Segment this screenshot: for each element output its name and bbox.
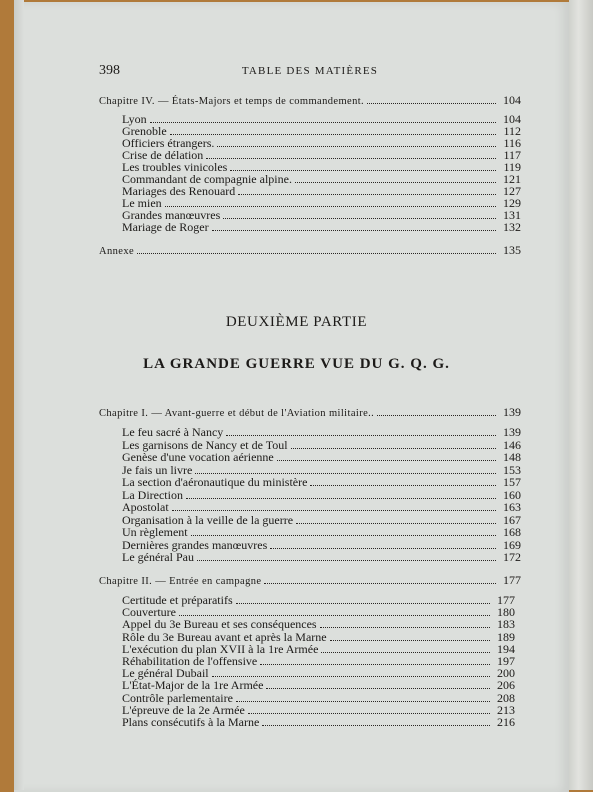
toc-entry-page: 131 bbox=[503, 208, 521, 222]
toc-entry-title: L'État-Major de la 1re Armée bbox=[122, 678, 264, 693]
toc-entry-title: Les garnisons de Nancy et de Toul bbox=[122, 437, 288, 452]
toc-entry-title: Plans consécutifs à la Marne bbox=[122, 715, 260, 729]
toc-entry-title: La section d'aéronautique du ministère bbox=[122, 475, 308, 489]
toc-entry-page: 213 bbox=[497, 702, 515, 717]
toc-entry-title: Genèse d'une vocation aérienne bbox=[122, 450, 274, 464]
toc-entry-page: 116 bbox=[503, 136, 521, 150]
toc-entry-title: Couverture bbox=[122, 605, 176, 620]
toc-entry-title: Le général Dubail bbox=[122, 666, 209, 681]
toc-entry-page: 153 bbox=[503, 462, 521, 477]
toc-entry bbox=[122, 550, 521, 565]
toc-entry-page: 132 bbox=[503, 220, 521, 234]
toc-chapter: Chapitre II. — Entrée en campagne 177 bbox=[99, 573, 521, 587]
toc-entry-title: Officiers étrangers. bbox=[122, 136, 215, 150]
toc-entry-page: 112 bbox=[503, 124, 521, 138]
toc-entry-page: 129 bbox=[503, 196, 521, 210]
toc-entry-title: Certitude et préparatifs bbox=[122, 593, 233, 607]
toc-chapter: Chapitre I. — Avant-guerre et début de l'Aviation militaire.. 139 bbox=[99, 405, 521, 419]
toc-entry-page: 177 bbox=[497, 593, 515, 607]
toc-entry-title: Je fais un livre bbox=[122, 462, 193, 477]
toc-entry-page: 200 bbox=[497, 666, 515, 681]
toc-entry-title: Appel du 3e Bureau et ses conséquences bbox=[122, 617, 317, 632]
toc-entry-page: 208 bbox=[497, 690, 515, 705]
toc-entry-page: 172 bbox=[503, 550, 521, 564]
page-header bbox=[0, 63, 593, 83]
toc-entry-page: 139 bbox=[503, 425, 521, 439]
part-title: LA GRANDE GUERRE VUE DU G. Q. G. bbox=[143, 356, 450, 372]
running-title: TABLE DES MATIÈRES bbox=[241, 65, 379, 77]
toc-entry-page: 160 bbox=[503, 487, 521, 502]
toc-entry-title: Contrôle parlementaire bbox=[122, 690, 233, 705]
toc-entry-page: 194 bbox=[497, 641, 515, 656]
page-gutter bbox=[14, 0, 24, 790]
toc-entry-title: Les troubles vinicoles bbox=[122, 160, 228, 174]
toc-entry-page: 206 bbox=[497, 678, 515, 693]
toc-entry-title: Le mien bbox=[122, 196, 162, 210]
toc-entry-page: 121 bbox=[503, 172, 521, 186]
toc-entry-page: 169 bbox=[503, 537, 521, 552]
toc-entry-page: 180 bbox=[497, 605, 515, 620]
toc-annexe: Annexe 135 bbox=[99, 243, 521, 257]
toc-entry-page: 104 bbox=[503, 112, 521, 126]
toc-entry-page: 216 bbox=[497, 715, 515, 729]
toc-entry-title: Le feu sacré à Nancy bbox=[122, 425, 224, 439]
toc-entry-title: Grenoble bbox=[122, 124, 167, 138]
toc-entry-title: Réhabilitation de l'offensive bbox=[122, 654, 258, 668]
toc-entry-title: L'épreuve de la 2e Armée bbox=[122, 702, 245, 717]
toc-entry-page: 189 bbox=[497, 629, 515, 644]
page-number: 398 bbox=[99, 63, 120, 78]
toc-entry-title: Organisation à la veille de la guerre bbox=[122, 512, 294, 527]
toc-entry-title: Le général Pau bbox=[122, 550, 194, 564]
toc-entry-page: 167 bbox=[503, 512, 521, 527]
toc-entry-page: 168 bbox=[503, 525, 521, 539]
toc-entry-title: L'exécution du plan XVII à la 1re Armée bbox=[122, 641, 319, 656]
toc-chapter: Chapitre IV. — États-Majors et temps de commandement. 104 bbox=[99, 93, 521, 107]
toc-entry-title: Mariage de Roger bbox=[122, 220, 209, 234]
toc-entry-title: Apostolat bbox=[122, 500, 169, 514]
toc-entry-title: La Direction bbox=[122, 487, 183, 502]
toc-entry-page: 119 bbox=[503, 160, 521, 174]
toc-entry-page: 148 bbox=[503, 450, 521, 464]
page-edge bbox=[569, 0, 593, 790]
toc-entry bbox=[122, 220, 521, 235]
toc-entry-title: Mariages des Renouard bbox=[122, 184, 236, 198]
toc-entry-title: Commandant de compagnie alpine. bbox=[122, 172, 292, 186]
toc-entry-page: 197 bbox=[497, 654, 515, 668]
toc-entry-title: Crise de délation bbox=[122, 148, 204, 162]
toc-entry bbox=[122, 715, 515, 730]
toc-entry-title: Grandes manœuvres bbox=[122, 208, 221, 222]
toc-entry-page: 117 bbox=[503, 148, 521, 162]
part-label: DEUXIÈME PARTIE bbox=[225, 314, 368, 330]
toc-entry-page: 157 bbox=[503, 475, 521, 489]
toc-entry-page: 127 bbox=[503, 184, 521, 198]
toc-entry-page: 183 bbox=[497, 617, 515, 632]
toc-entry-title: Rôle du 3e Bureau avant et après la Marne bbox=[122, 629, 327, 644]
toc-entry-title: Dernières grandes manœuvres bbox=[122, 537, 268, 552]
toc-entry-page: 163 bbox=[503, 500, 521, 514]
toc-entry-page: 146 bbox=[503, 437, 521, 452]
toc-entry-title: Lyon bbox=[122, 112, 147, 126]
toc-entry-title: Un règlement bbox=[122, 525, 188, 539]
